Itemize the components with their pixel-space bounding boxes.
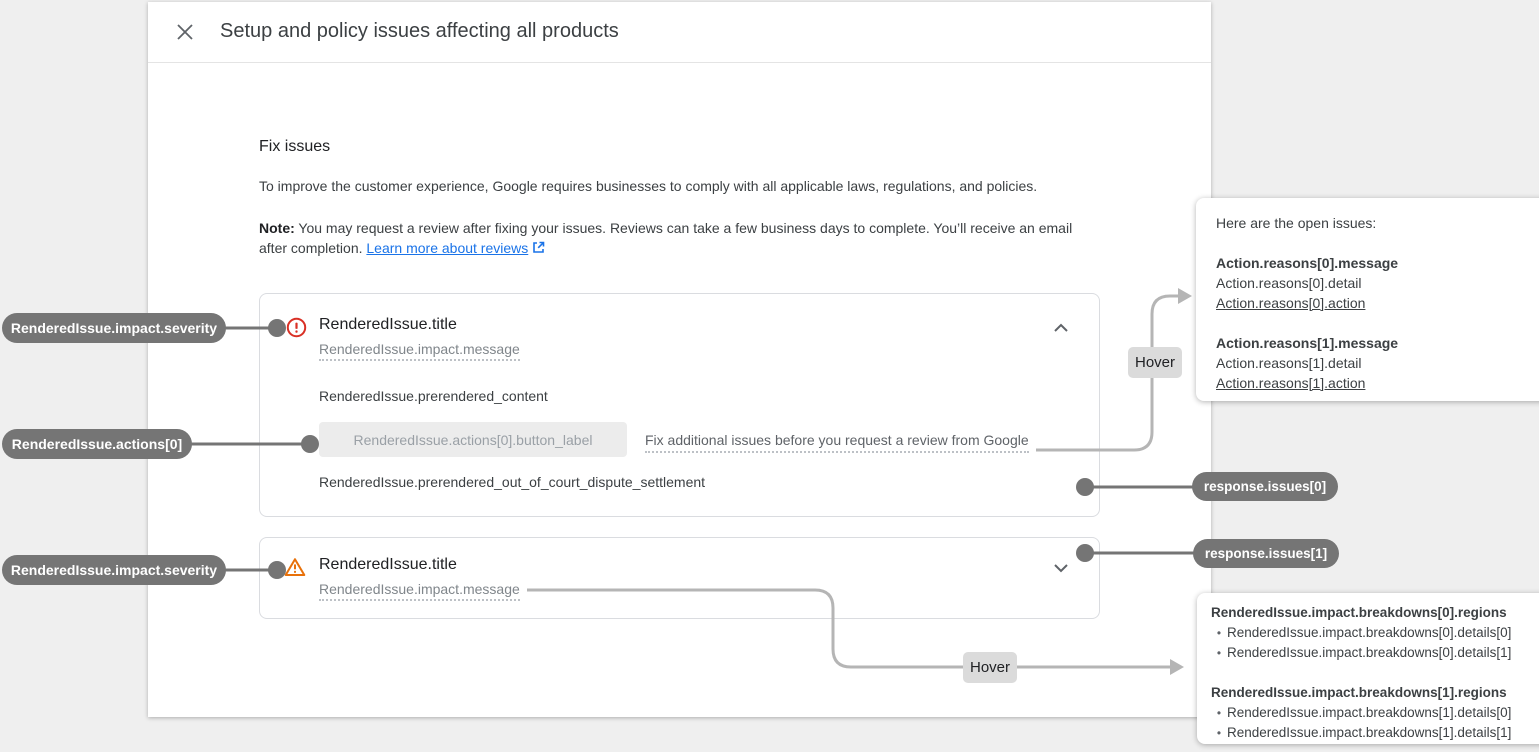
reason-action-link[interactable]: Action.reasons[0].action <box>1216 295 1366 311</box>
chevron-up-icon[interactable] <box>1049 316 1073 340</box>
section-heading: Fix issues <box>259 138 331 155</box>
reason-detail: Action.reasons[1].detail <box>1216 355 1362 371</box>
chevron-down-icon[interactable] <box>1049 556 1073 580</box>
annotation-response-issues-0: response.issues[0] <box>1192 472 1338 501</box>
tooltip-open-issues <box>1196 198 1539 401</box>
error-icon <box>286 317 308 338</box>
intro-paragraph: To improve the customer experience, Google requires businesses to comply with all applicable laws, regulations, and policies. <box>259 178 1038 194</box>
issue-card-warning <box>259 537 1100 619</box>
dialog-title: Setup and policy issues affecting all products <box>220 20 619 42</box>
issue-impact-message[interactable]: RenderedIssue.impact.message <box>319 581 520 601</box>
warning-icon <box>284 557 306 578</box>
reason-action-link[interactable]: Action.reasons[1].action <box>1216 375 1366 391</box>
issue-impact-message[interactable]: RenderedIssue.impact.message <box>319 341 520 361</box>
bullet-icon: • <box>1216 646 1222 660</box>
bullet-icon: • <box>1216 706 1222 720</box>
note-body: You may request a review after fixing your issues. Reviews can take a few business days to complete. You’ll receive an email after completion. <box>259 220 1073 256</box>
learn-more-link[interactable]: Learn more about reviews <box>366 240 529 256</box>
annotation-response-issues-1: response.issues[1] <box>1193 539 1339 568</box>
review-hint-text[interactable]: Fix additional issues before you request a review from Google <box>645 432 1029 453</box>
reason-message: Action.reasons[0].message <box>1216 255 1399 271</box>
hover-label: Hover <box>1128 347 1182 378</box>
breakdown-regions: RenderedIssue.impact.breakdowns[1].regions <box>1211 685 1507 700</box>
note-label: Note: <box>259 220 295 236</box>
issue-title: RenderedIssue.title <box>319 316 457 333</box>
breakdown-detail: • RenderedIssue.impact.breakdowns[0].details[0] <box>1211 623 1539 643</box>
bullet-icon: • <box>1216 626 1222 640</box>
annotation-impact-severity: RenderedIssue.impact.severity <box>2 313 226 343</box>
tooltip-breakdowns <box>1197 593 1539 744</box>
external-link-icon <box>532 239 545 259</box>
reason-detail: Action.reasons[0].detail <box>1216 275 1362 291</box>
close-icon[interactable] <box>175 22 195 42</box>
breakdown-regions: RenderedIssue.impact.breakdowns[0].regions <box>1211 605 1507 620</box>
issue-action-button[interactable]: RenderedIssue.actions[0].button_label <box>319 422 627 457</box>
breakdown-detail: • RenderedIssue.impact.breakdowns[1].details[1] <box>1211 723 1539 743</box>
issue-title: RenderedIssue.title <box>319 556 457 573</box>
annotation-actions-0: RenderedIssue.actions[0] <box>2 429 192 459</box>
hover-label: Hover <box>963 652 1017 683</box>
bullet-icon: • <box>1216 726 1222 740</box>
tooltip-intro: Here are the open issues: <box>1216 215 1377 231</box>
annotation-impact-severity: RenderedIssue.impact.severity <box>2 555 226 585</box>
reason-message: Action.reasons[1].message <box>1216 335 1399 351</box>
note-paragraph <box>259 218 1104 259</box>
issue-dispute-text: RenderedIssue.prerendered_out_of_court_dispute_settlement <box>319 474 706 490</box>
breakdown-detail: • RenderedIssue.impact.breakdowns[0].details[1] <box>1211 643 1539 663</box>
breakdown-detail: • RenderedIssue.impact.breakdowns[1].details[0] <box>1211 703 1539 723</box>
issue-prerendered-content: RenderedIssue.prerendered_content <box>319 388 548 404</box>
